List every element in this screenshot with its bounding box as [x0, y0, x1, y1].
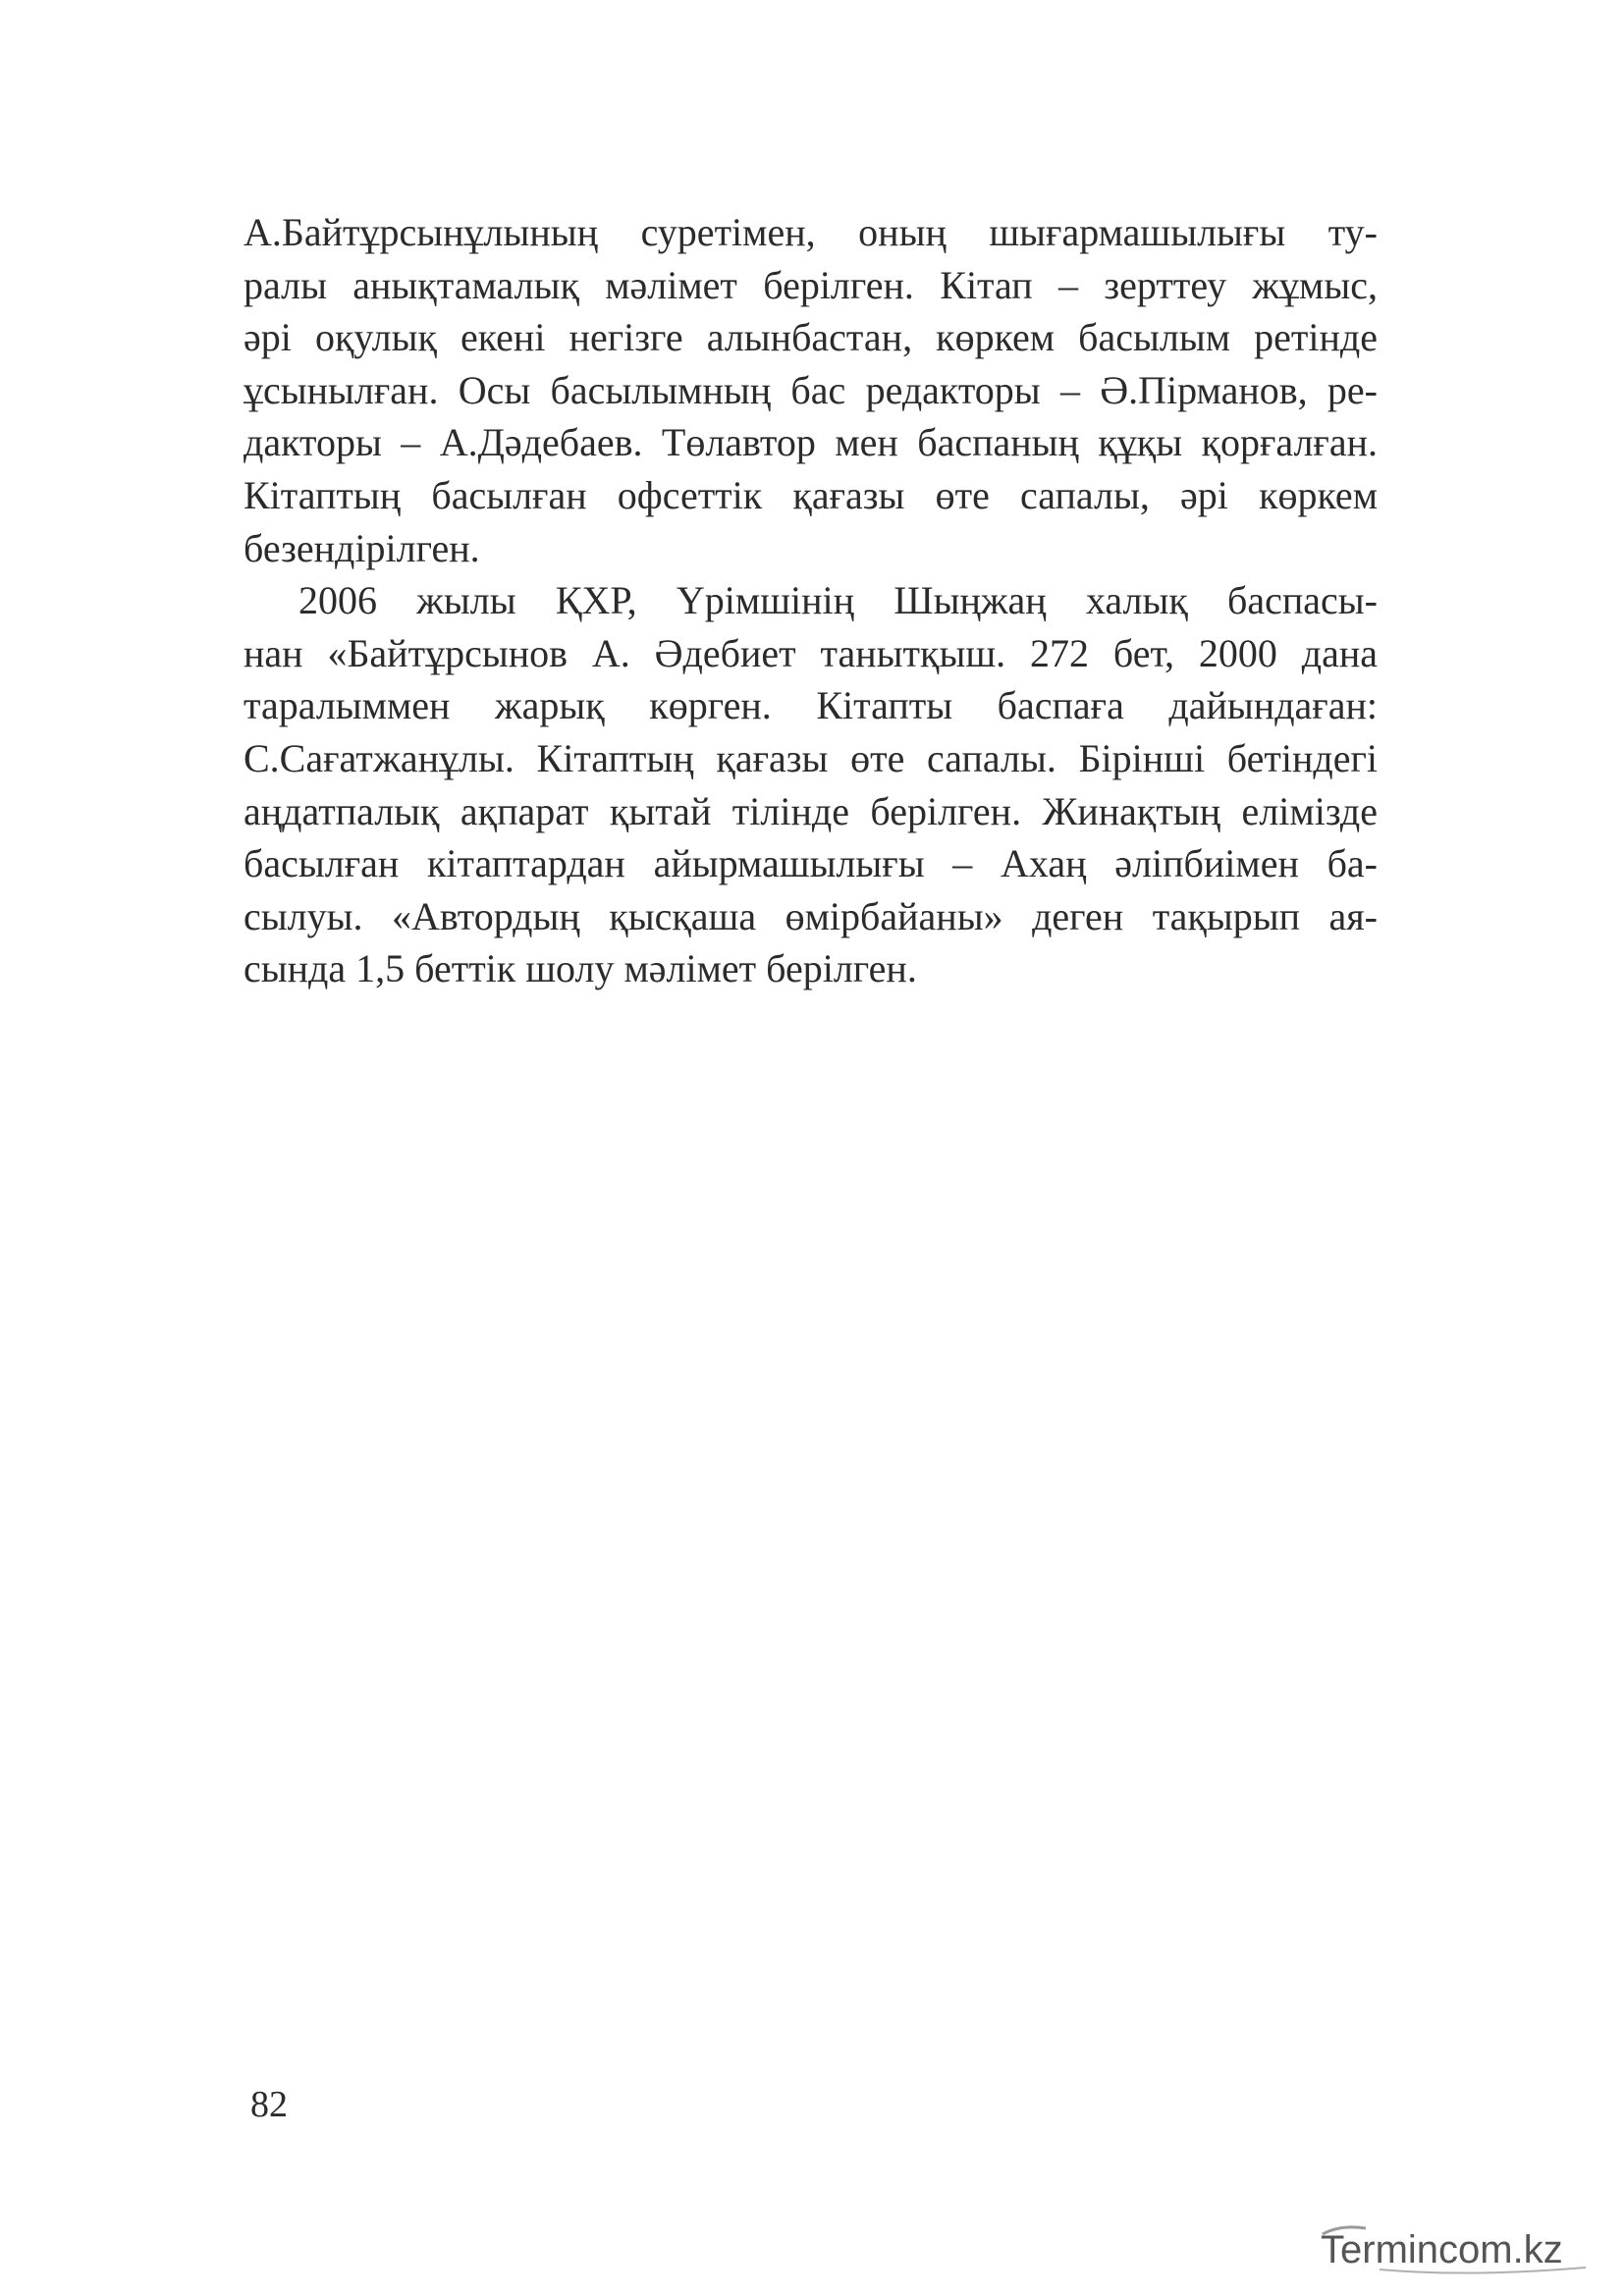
body-text: [244, 206, 1378, 995]
logo-text: Termincom.kz: [1321, 2228, 1563, 2271]
text-line: 2006 жылы ҚХР, Үрімшінің Шыңжаң халық баспасы-: [298, 578, 1378, 623]
logo-swoosh-icon: [1321, 2220, 1596, 2279]
text-line: ралы анықтамалық мәлімет берілген. Кітап – зерттеу жұмыс,: [244, 262, 1378, 307]
text-line: сында 1,5 беттік шолу мәлімет берілген.: [244, 946, 917, 991]
text-line: әрі оқулық екені негізге алынбастан, көркем басылым ретінде: [244, 315, 1378, 360]
text-line: нан «Байтұрсынов А. Әдебиет танытқыш. 272 бет, 2000 дана: [244, 630, 1378, 675]
text-line: таралыммен жарық көрген. Кітапты баспаға дайындаған:: [244, 683, 1378, 728]
text-line: Кітаптың басылған офсеттік қағазы өте сапалы, әрі көркем: [244, 472, 1378, 517]
watermark-logo: [1321, 2220, 1596, 2275]
paragraph-2: [244, 574, 1378, 995]
paragraph-1: [244, 206, 1378, 574]
text-line: А.Байтұрсынұлының суретімен, оның шығармашылығы ту-: [244, 210, 1378, 254]
text-line: сылуы. «Автордың қысқаша өмірбайаны» деген тақырып ая-: [244, 893, 1378, 938]
text-line: ұсынылған. Осы басылымның бас редакторы – Ә.Пірманов, ре-: [244, 367, 1378, 412]
text-line: дакторы – А.Дәдебаев. Төлавтор мен баспаның құқы қорғалған.: [244, 420, 1378, 465]
text-line: безендірілген.: [244, 525, 480, 570]
text-line: С.Сағатжанұлы. Кітаптың қағазы өте сапалы. Бірінші бетіндегі: [244, 735, 1378, 780]
text-line: аңдатпалық ақпарат қытай тілінде берілген. Жинақтың елімізде: [244, 788, 1378, 833]
page-number: 82: [250, 2084, 288, 2125]
text-line: басылған кітаптардан айырмашылығы – Ахаң әліпбиімен ба-: [244, 841, 1378, 886]
